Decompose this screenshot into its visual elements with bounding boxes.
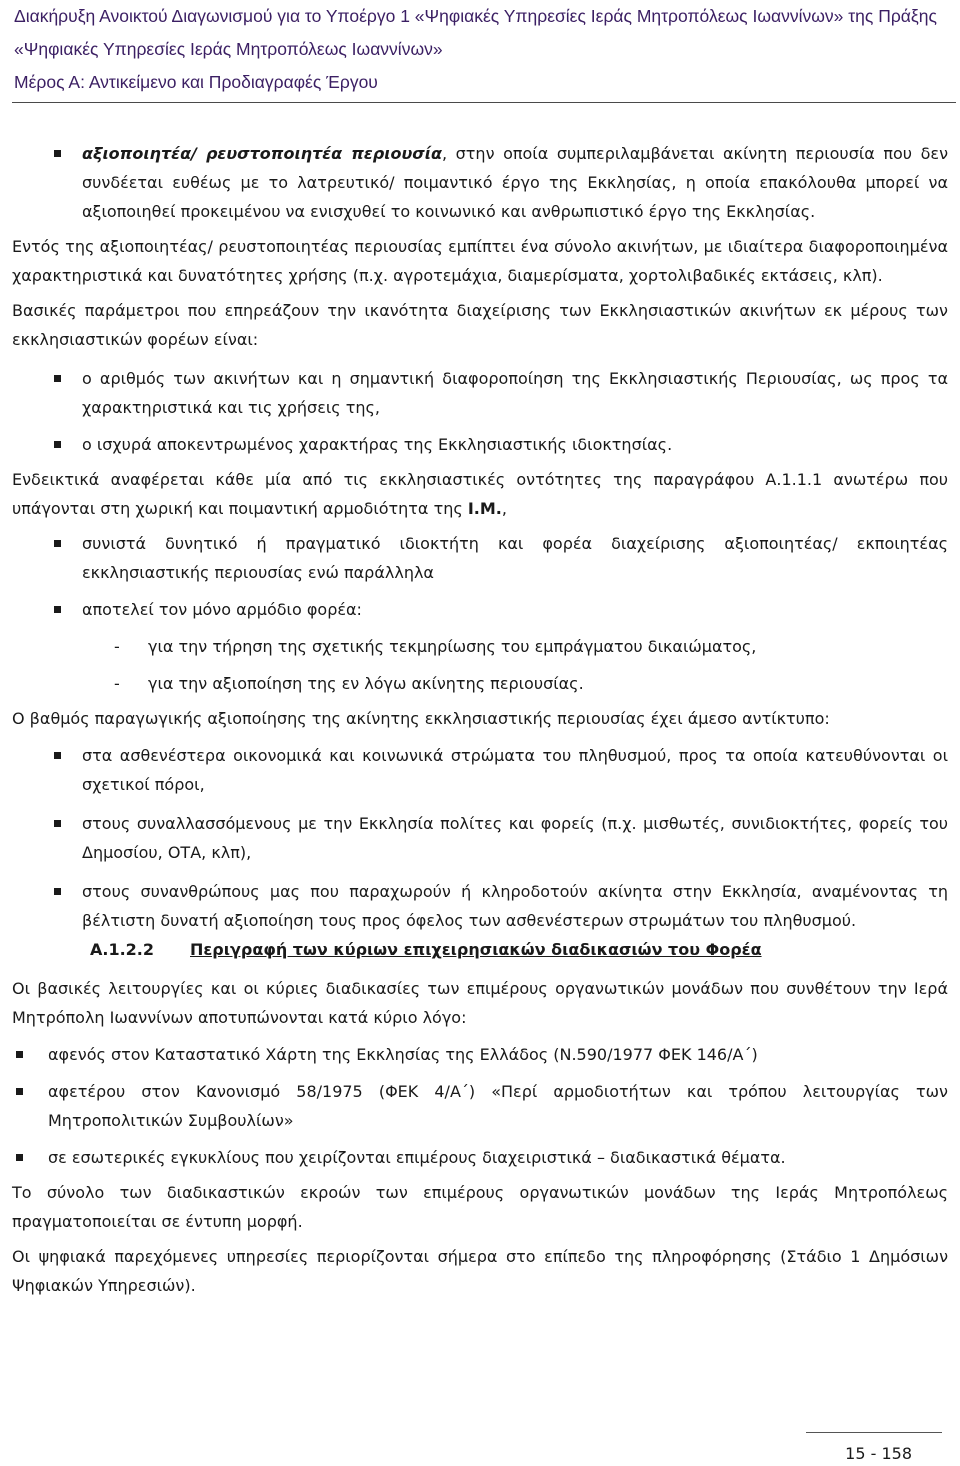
header-line-3: Μέρος Α: Αντικείμενο και Προδιαγραφές Έργου <box>14 72 378 92</box>
bullet-item <box>12 877 948 935</box>
paragraph: Οι βασικές λειτουργίες και οι κύριες διαδικασίες των επιμέρους οργανωτικών μονάδων που συνθέτουν την Ιερά Μητρόπολη Ιωαννίνων αποτυπώνονται κατά κύριο λόγο: <box>12 979 948 1027</box>
bold-term: αξιοποιητέα/ ρευστοποιητέα περιουσία <box>82 144 442 163</box>
dash-marker: - <box>114 637 120 656</box>
paragraph: Ενδεικτικά αναφέρεται κάθε μία από τις εκκλησιαστικές οντότητες της παραγράφου Α.1.1.1 ανωτέρω που υπάγονται στη χωρική και ποιμαντική αρμοδιότητα της Ι.Μ., <box>12 470 948 518</box>
paragraph: Ο βαθμός παραγωγικής αξιοποίησης της ακίνητης εκκλησιαστικής περιουσίας έχει άμεσο αντίκτυπο: <box>12 709 830 728</box>
document-header <box>14 0 944 99</box>
bullet-item <box>12 430 948 459</box>
bullet-item <box>12 1040 948 1069</box>
dash-marker: - <box>114 674 120 693</box>
bullet-text: στους συναλλασσόμενους με την Εκκλησία πολίτες και φορείς (π.χ. μισθωτές, συνιδιοκτήτες, φορείς του Δημοσίου, ΟΤΑ, κλπ), <box>82 814 948 862</box>
section-number: Α.1.2.2 <box>90 940 155 959</box>
paragraph: Το σύνολο των διαδικαστικών εκροών των επιμέρους οργανωτικών μονάδων της Ιεράς Μητροπόλεως πραγματοποιείται σε έντυπη μορφή. <box>12 1183 948 1231</box>
bullet-text: ο ισχυρά αποκεντρωμένος χαρακτήρας της Εκκλησιαστικής ιδιοκτησίας. <box>82 435 673 454</box>
page-number: 15 - 158 <box>845 1444 912 1463</box>
bullet-item <box>12 809 948 867</box>
document-body <box>12 139 948 1300</box>
bullet-text: συνιστά δυνητικό ή πραγματικό ιδιοκτήτη και φορέα διαχείρισης αξιοποιητέας/ εκποιητέας εκκλησιαστικής περιουσίας ενώ παράλληλα <box>82 534 948 582</box>
square-bullet-icon <box>54 606 61 613</box>
bullet-text: αποτελεί τον μόνο αρμόδιο φορέα: <box>82 600 362 619</box>
bullet-item <box>12 1077 948 1135</box>
bullet-text: αφενός στον Καταστατικό Χάρτη της Εκκλησίας της Ελλάδος (Ν.590/1977 ΦΕΚ 146/Α΄) <box>48 1045 758 1064</box>
square-bullet-icon <box>54 375 61 382</box>
paragraph: Βασικές παράμετροι που επηρεάζουν την ικανότητα διαχείρισης των Εκκλησιαστικών ακινήτων εκ μέρους των εκκλησιαστικών φορέων είναι: <box>12 301 948 349</box>
header-divider <box>12 102 956 103</box>
square-bullet-icon <box>54 888 61 895</box>
square-bullet-icon <box>54 150 61 157</box>
bullet-item <box>12 741 948 799</box>
bullet-item <box>12 595 948 624</box>
header-line-1: Διακήρυξη Ανοικτού Διαγωνισμού για το Υποέργο 1 «Ψηφιακές Υπηρεσίες Ιεράς Μητροπόλεως Ιωαννίνων» της Πράξης <box>14 6 937 26</box>
bullet-text: στα ασθενέστερα οικονομικά και κοινωνικά στρώματα του πληθυσμού, προς τα οποία κατευθύνονται οι σχετικοί πόροι, <box>82 746 948 794</box>
square-bullet-icon <box>54 540 61 547</box>
bullet-text: σε εσωτερικές εγκυκλίους που χειρίζονται επιμέρους διαχειριστικά – διαδικαστικά θέματα. <box>48 1148 786 1167</box>
bullet-text: αφετέρου στον Κανονισμό 58/1975 (ΦΕΚ 4/Α΄) «Περί αρμοδιοτήτων και τρόπου λειτουργίας των Μητροπολιτικών Συμβουλίων» <box>48 1082 948 1130</box>
header-line-2: «Ψηφιακές Υπηρεσίες Ιεράς Μητροπόλεως Ιωαννίνων» <box>14 39 443 59</box>
bullet-text: ο αριθμός των ακινήτων και η σημαντική διαφοροποίηση της Εκκλησιαστικής Περιουσίας, ως προς τα χαρακτηριστικά και τις χρήσεις της, <box>82 369 948 417</box>
footer-divider <box>806 1432 942 1433</box>
square-bullet-icon <box>16 1154 23 1161</box>
dash-item <box>12 632 948 661</box>
bullet-text: , στην οποία συμπεριλαμβάνεται ακίνητη περιουσία που δεν συνδέεται ευθέως με το λατρευτικό/ ποιμαντικό έργο της Εκκλησίας, η οποία επακόλουθα μπορεί να αξιοποιηθεί προκειμένου να ενισχυθεί το κοινωνικό και ανθρωπιστικό έργο της Εκκλησίας. <box>82 144 949 221</box>
bullet-item <box>12 364 948 422</box>
dash-text: για την αξιοποίηση της εν λόγω ακίνητης περιουσίας. <box>148 674 584 693</box>
paragraph: Εντός της αξιοποιητέας/ ρευστοποιητέας περιουσίας εμπίπτει ένα σύνολο ακινήτων, με ιδιαίτερα διαφοροποιημένα χαρακτηριστικά και δυνατότητες χρήσης (π.χ. αγροτεμάχια, διαμερίσματα, χορτολιβαδικές εκτάσεις, κλπ). <box>12 237 948 285</box>
bold-abbrev: Ι.Μ. <box>467 499 502 518</box>
square-bullet-icon <box>54 441 61 448</box>
dash-text: για την τήρηση της σχετικής τεκμηρίωσης του εμπράγματου δικαιώματος, <box>148 637 757 656</box>
square-bullet-icon <box>54 820 61 827</box>
dash-item <box>12 669 948 698</box>
square-bullet-icon <box>16 1088 23 1095</box>
bullet-text: στους συνανθρώπους μας που παραχωρούν ή κληροδοτούν ακίνητα στην Εκκλησία, αναμένοντας τη βέλτιστη δυνατή αξιοποίηση τους προς όφελος των ασθενέστερων στρωμάτων του πληθυσμού. <box>82 882 948 930</box>
bullet-item <box>12 529 948 587</box>
square-bullet-icon <box>16 1051 23 1058</box>
section-heading <box>12 935 948 964</box>
bullet-item <box>12 139 948 226</box>
section-title: Περιγραφή των κύριων επιχειρησιακών διαδικασιών του Φορέα <box>190 940 762 959</box>
square-bullet-icon <box>54 752 61 759</box>
bullet-item <box>12 1143 948 1172</box>
paragraph: Οι ψηφιακά παρεχόμενες υπηρεσίες περιορίζονται σήμερα στο επίπεδο της πληροφόρησης (Στάδιο 1 Δημόσιων Ψηφιακών Υπηρεσιών). <box>12 1247 948 1295</box>
